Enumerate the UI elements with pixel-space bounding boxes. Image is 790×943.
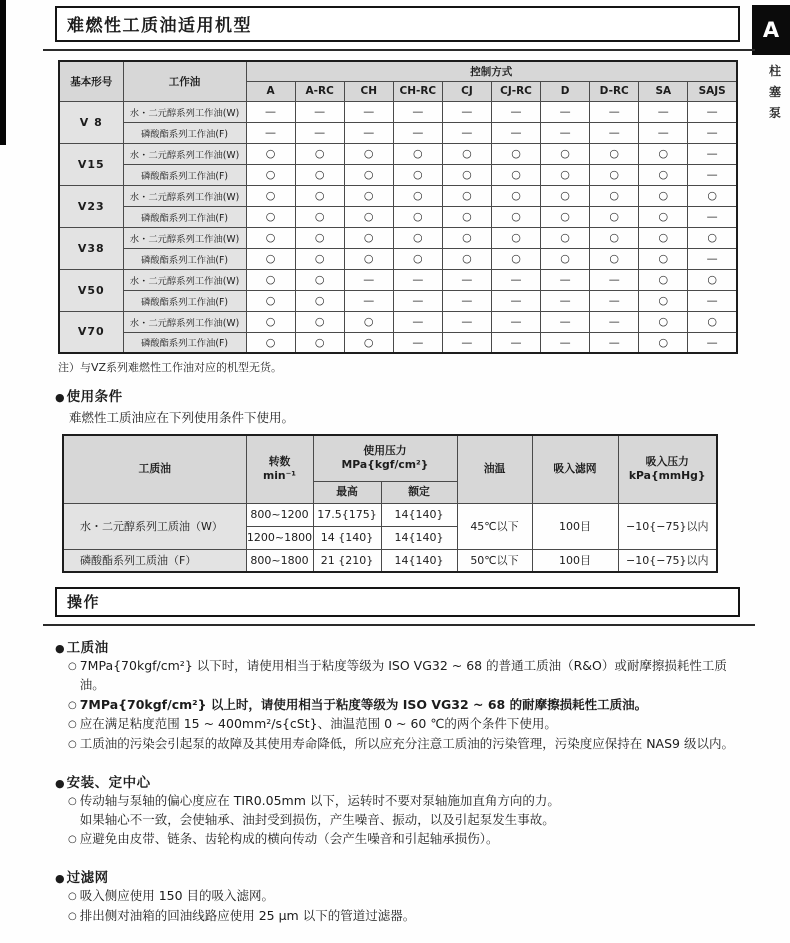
availability-cell: — xyxy=(246,101,295,122)
availability-cell: ○ xyxy=(344,164,393,185)
section-index-letter: A xyxy=(762,18,780,42)
list-item xyxy=(68,792,740,830)
item-line: 应在满足粘度范围 15 ~ 400mm²/s{cSt}、油温范围 0 ~ 60 ℃的两个条件下使用。 xyxy=(79,716,557,732)
oil-type-cell: 水・二元醇系列工作油(W) xyxy=(123,185,246,206)
pressure-header-label: 使用压力 xyxy=(363,443,407,457)
item-text xyxy=(80,715,740,734)
oil-type-cell: 水・二元醇系列工作油(W) xyxy=(123,143,246,164)
availability-cell: — xyxy=(541,311,590,332)
subsection-heading xyxy=(55,866,740,886)
operation-section-title: 操作 xyxy=(55,587,740,617)
availability-cell: ○ xyxy=(442,227,491,248)
availability-cell: ○ xyxy=(491,227,540,248)
operation-divider xyxy=(43,624,755,626)
availability-cell: ○ xyxy=(590,185,639,206)
availability-cell: ○ xyxy=(639,227,688,248)
availability-cell: ○ xyxy=(688,311,737,332)
oil-temp-cell: 45℃以下 xyxy=(457,503,532,549)
strainer-cell: 100目 xyxy=(532,503,618,549)
availability-cell: — xyxy=(393,269,442,290)
speed-cell: 800~1800 xyxy=(246,549,313,572)
availability-cell: — xyxy=(344,122,393,143)
availability-cell: ○ xyxy=(295,185,344,206)
availability-cell: — xyxy=(442,122,491,143)
model-cell: V15 xyxy=(59,143,123,185)
availability-cell: ○ xyxy=(246,290,295,311)
rated-pressure-cell: 14{140} xyxy=(381,549,457,572)
applicable-models-table xyxy=(58,60,738,354)
list-item xyxy=(68,735,740,754)
suction-pressure-cell: −10{−75}以内 xyxy=(618,503,717,549)
model-cell: V 8 xyxy=(59,101,123,143)
oil-type-cell: 水・二元醇系列工作油(W) xyxy=(123,311,246,332)
usage-conditions-heading xyxy=(55,385,740,405)
availability-cell: — xyxy=(688,248,737,269)
fluid-header: 工质油 xyxy=(63,435,246,503)
availability-cell: ○ xyxy=(246,206,295,227)
circle-bullet-icon: ○ xyxy=(68,719,77,731)
model-cell: V23 xyxy=(59,185,123,227)
item-line: 应避免由皮带、链条、齿轮构成的横向传动（会产生噪音和引起轴承损伤）。 xyxy=(79,831,499,847)
conditions-table-body xyxy=(63,503,717,572)
suction-header-label: 吸入压力 xyxy=(645,454,689,468)
availability-cell: — xyxy=(393,101,442,122)
availability-cell: — xyxy=(688,122,737,143)
item-text xyxy=(80,887,740,906)
operation-subsection xyxy=(55,866,740,926)
availability-cell: — xyxy=(246,122,295,143)
speed-cell: 1200~1800 xyxy=(246,526,313,549)
availability-cell: ○ xyxy=(246,332,295,353)
availability-cell: — xyxy=(639,122,688,143)
item-line: 工质油的污染会引起泵的故障及其使用寿命降低，所以应充分注意工质油的污染管理，污染度应保持在 NAS9 级以内。 xyxy=(79,736,734,751)
bullet-icon: ● xyxy=(55,776,65,790)
control-col-header: A-RC xyxy=(295,81,344,101)
availability-cell: — xyxy=(491,269,540,290)
availability-cell: — xyxy=(590,290,639,311)
control-col-header: D-RC xyxy=(590,81,639,101)
oil-type-cell: 磷酸酯系列工作油(F) xyxy=(123,248,246,269)
strainer-header: 吸入滤网 xyxy=(532,435,618,503)
fluid-cell: 磷酸酯系列工质油（F） xyxy=(63,549,246,572)
bullet-icon: ● xyxy=(55,872,65,885)
control-col-header: CJ xyxy=(442,81,491,101)
availability-cell: ○ xyxy=(541,248,590,269)
availability-cell: ○ xyxy=(344,227,393,248)
subsection-heading xyxy=(55,636,740,656)
availability-cell: — xyxy=(688,332,737,353)
availability-cell: ○ xyxy=(295,269,344,290)
model-cell: V70 xyxy=(59,311,123,353)
availability-cell: ○ xyxy=(491,206,540,227)
circle-bullet-icon: ○ xyxy=(68,795,77,807)
availability-cell: ○ xyxy=(344,143,393,164)
control-col-header: A xyxy=(246,81,295,101)
list-item xyxy=(68,907,740,926)
availability-cell: ○ xyxy=(442,143,491,164)
availability-cell: — xyxy=(442,311,491,332)
availability-cell: — xyxy=(541,269,590,290)
availability-cell: ○ xyxy=(295,248,344,269)
oil-type-cell: 磷酸酯系列工作油(F) xyxy=(123,206,246,227)
max-pressure-header: 最高 xyxy=(313,481,381,503)
item-text xyxy=(80,830,740,849)
availability-cell: — xyxy=(688,290,737,311)
availability-cell: — xyxy=(442,332,491,353)
availability-cell: ○ xyxy=(246,164,295,185)
strainer-cell: 100目 xyxy=(532,549,618,572)
availability-cell: ○ xyxy=(393,185,442,206)
oil-type-cell: 水・二元醇系列工作油(W) xyxy=(123,227,246,248)
availability-cell: ○ xyxy=(590,164,639,185)
item-line: 排出侧对油箱的回油线路应使用 25 μm 以下的管道过滤器。 xyxy=(79,907,416,923)
availability-cell: ○ xyxy=(344,332,393,353)
suction-pressure-header xyxy=(618,435,717,503)
availability-cell: ○ xyxy=(246,311,295,332)
fluid-cell: 水・二元醇系列工质油（W） xyxy=(63,503,246,549)
availability-cell: — xyxy=(344,101,393,122)
availability-cell: ○ xyxy=(246,143,295,164)
max-pressure-cell: 17.5{175} xyxy=(313,503,381,526)
availability-cell: ○ xyxy=(541,227,590,248)
item-line: 如果轴心不一致，会使轴承、油封受到损伤，产生噪音、振动，以及引起泵发生事故。 xyxy=(79,811,555,827)
availability-cell: — xyxy=(393,290,442,311)
oil-temp-header: 油温 xyxy=(457,435,532,503)
table-row xyxy=(59,185,737,206)
availability-cell: ○ xyxy=(344,206,393,227)
suction-header-unit: kPa{mmHg} xyxy=(628,469,706,483)
table-row xyxy=(59,311,737,332)
availability-cell: ○ xyxy=(246,248,295,269)
page-title: 难燃性工质油适用机型 xyxy=(55,6,740,42)
availability-cell: — xyxy=(590,122,639,143)
speed-cell: 800~1200 xyxy=(246,503,313,526)
availability-cell: ○ xyxy=(639,269,688,290)
bullet-icon: ● xyxy=(55,391,65,404)
availability-cell: ○ xyxy=(639,290,688,311)
table-row xyxy=(63,503,717,526)
availability-cell: — xyxy=(541,101,590,122)
item-line: 传动轴与泵轴的偏心度应在 TIR0.05mm 以下，运转时不要对泵轴施加直角方向的力。 xyxy=(79,792,560,808)
availability-cell: ○ xyxy=(393,143,442,164)
availability-cell: ○ xyxy=(295,164,344,185)
availability-cell: ○ xyxy=(590,227,639,248)
list-item xyxy=(68,696,740,715)
availability-cell: ○ xyxy=(541,164,590,185)
availability-cell: — xyxy=(590,332,639,353)
section-index-vertical-label xyxy=(769,62,781,121)
availability-cell: — xyxy=(295,101,344,122)
availability-cell: — xyxy=(590,269,639,290)
availability-cell: ○ xyxy=(344,185,393,206)
availability-cell: — xyxy=(344,290,393,311)
availability-cell: ○ xyxy=(246,269,295,290)
item-line: 7MPa{70kgf/cm²} 以上时，请使用相当于粘度等级为 ISO VG32 ~ 68 的耐摩擦损耗性工质油。 xyxy=(79,696,648,712)
item-line: 吸入侧应使用 150 目的吸入滤网。 xyxy=(79,888,275,903)
availability-cell: ○ xyxy=(639,143,688,164)
models-table-body xyxy=(59,101,737,353)
availability-cell: ○ xyxy=(393,164,442,185)
availability-cell: — xyxy=(491,311,540,332)
availability-cell: ○ xyxy=(688,269,737,290)
vertical-label-char: 柱 xyxy=(768,64,781,78)
availability-cell: ○ xyxy=(688,227,737,248)
availability-cell: — xyxy=(590,101,639,122)
table-row xyxy=(59,122,737,143)
list-item xyxy=(68,830,740,849)
subsection-title: 工质油 xyxy=(66,640,109,656)
usage-conditions-title: 使用条件 xyxy=(66,389,123,405)
availability-cell: ○ xyxy=(295,311,344,332)
rated-pressure-cell: 14{140} xyxy=(381,526,457,549)
circle-bullet-icon: ○ xyxy=(68,739,77,750)
availability-cell: ○ xyxy=(590,248,639,269)
control-col-header: CH-RC xyxy=(393,81,442,101)
availability-cell: — xyxy=(442,269,491,290)
usage-conditions-desc: 难燃性工质油应在下列使用条件下使用。 xyxy=(69,410,295,425)
table-note: 注）与VZ系列难燃性工作油对应的机型无货。 xyxy=(58,361,283,374)
table-row xyxy=(59,227,737,248)
max-pressure-cell: 21 {210} xyxy=(313,549,381,572)
availability-cell: ○ xyxy=(344,311,393,332)
oil-type-cell: 水・二元醇系列工作油(W) xyxy=(123,269,246,290)
control-col-header: SAJS xyxy=(688,81,737,101)
table-row xyxy=(59,206,737,227)
availability-cell: ○ xyxy=(639,332,688,353)
availability-cell: — xyxy=(491,122,540,143)
item-text xyxy=(80,907,740,926)
table-row xyxy=(59,164,737,185)
availability-cell: — xyxy=(393,332,442,353)
availability-cell: — xyxy=(442,101,491,122)
availability-cell: — xyxy=(295,122,344,143)
circle-bullet-icon: ○ xyxy=(68,661,77,672)
operation-sections xyxy=(55,636,740,926)
vertical-label-char: 泵 xyxy=(768,106,781,120)
max-pressure-cell: 14 {140} xyxy=(313,526,381,549)
speed-header-unit: min⁻¹ xyxy=(262,469,297,483)
availability-cell: — xyxy=(688,164,737,185)
availability-cell: ○ xyxy=(295,290,344,311)
scan-artifact-strip xyxy=(0,0,6,145)
table-row xyxy=(59,101,737,122)
control-col-header: SA xyxy=(639,81,688,101)
availability-cell: — xyxy=(393,311,442,332)
table-row xyxy=(59,143,737,164)
availability-cell: ○ xyxy=(393,248,442,269)
availability-cell: — xyxy=(541,290,590,311)
table-row xyxy=(59,290,737,311)
page-content xyxy=(55,6,740,943)
oil-type-cell: 磷酸酯系列工作油(F) xyxy=(123,290,246,311)
list-item xyxy=(68,715,740,734)
working-oil-header: 工作油 xyxy=(123,61,246,101)
pressure-header xyxy=(313,435,457,481)
availability-cell: ○ xyxy=(295,143,344,164)
circle-bullet-icon: ○ xyxy=(68,699,77,711)
oil-type-cell: 水・二元醇系列工作油(W) xyxy=(123,101,246,122)
availability-cell: ○ xyxy=(344,248,393,269)
item-text xyxy=(80,657,740,695)
rated-pressure-header: 额定 xyxy=(381,481,457,503)
oil-type-cell: 磷酸酯系列工作油(F) xyxy=(123,164,246,185)
availability-cell: ○ xyxy=(639,311,688,332)
model-cell: V50 xyxy=(59,269,123,311)
availability-cell: ○ xyxy=(442,185,491,206)
suction-pressure-cell: −10{−75}以内 xyxy=(618,549,717,572)
speed-header xyxy=(246,435,313,503)
availability-cell: ○ xyxy=(590,206,639,227)
availability-cell: — xyxy=(590,311,639,332)
availability-cell: ○ xyxy=(393,227,442,248)
availability-cell: ○ xyxy=(393,206,442,227)
availability-cell: — xyxy=(688,143,737,164)
availability-cell: ○ xyxy=(246,227,295,248)
availability-cell: ○ xyxy=(639,206,688,227)
table-row xyxy=(59,248,737,269)
availability-cell: — xyxy=(344,269,393,290)
pressure-header-unit: MPa{kgf/cm²} xyxy=(341,458,429,472)
availability-cell: ○ xyxy=(541,185,590,206)
availability-cell: ○ xyxy=(295,206,344,227)
table-header-row xyxy=(59,61,737,81)
circle-bullet-icon: ○ xyxy=(68,910,77,922)
table-row xyxy=(63,549,717,572)
availability-cell: ○ xyxy=(295,332,344,353)
section-index-tab xyxy=(752,5,790,55)
oil-type-cell: 磷酸酯系列工作油(F) xyxy=(123,122,246,143)
availability-cell: ○ xyxy=(491,164,540,185)
oil-type-cell: 磷酸酯系列工作油(F) xyxy=(123,332,246,353)
availability-cell: ○ xyxy=(639,185,688,206)
operation-subsection xyxy=(55,636,740,754)
vertical-label-char: 塞 xyxy=(768,85,781,99)
title-divider xyxy=(43,49,755,51)
control-col-header: D xyxy=(541,81,590,101)
circle-bullet-icon: ○ xyxy=(68,834,77,846)
table-header-row xyxy=(63,435,717,481)
circle-bullet-icon: ○ xyxy=(68,891,77,902)
table-row xyxy=(59,269,737,290)
availability-cell: — xyxy=(491,290,540,311)
availability-cell: ○ xyxy=(541,143,590,164)
availability-cell: ○ xyxy=(442,206,491,227)
control-col-header: CJ-RC xyxy=(491,81,540,101)
availability-cell: ○ xyxy=(541,206,590,227)
availability-cell: — xyxy=(491,101,540,122)
basic-model-header: 基本形号 xyxy=(59,61,123,101)
availability-cell: ○ xyxy=(639,164,688,185)
availability-cell: — xyxy=(688,101,737,122)
availability-cell: ○ xyxy=(442,248,491,269)
item-line: 7MPa{70kgf/cm²} 以下时，请使用相当于粘度等级为 ISO VG32 ~ 68 的普通工质油（R&O）或耐摩擦损耗性工质油。 xyxy=(79,658,727,692)
item-text xyxy=(80,696,740,715)
availability-cell: ○ xyxy=(491,143,540,164)
availability-cell: — xyxy=(442,290,491,311)
table-row xyxy=(59,332,737,353)
availability-cell: — xyxy=(639,101,688,122)
oil-temp-cell: 50℃以下 xyxy=(457,549,532,572)
availability-cell: ○ xyxy=(590,143,639,164)
control-method-header: 控制方式 xyxy=(246,61,737,81)
list-item xyxy=(68,887,740,906)
list-item xyxy=(68,657,740,695)
subsection-title: 过滤网 xyxy=(66,870,109,886)
item-text xyxy=(80,792,740,830)
model-cell: V38 xyxy=(59,227,123,269)
availability-cell: ○ xyxy=(295,227,344,248)
bullet-icon: ● xyxy=(55,642,65,655)
availability-cell: ○ xyxy=(246,185,295,206)
item-text xyxy=(80,735,740,754)
availability-cell: — xyxy=(491,332,540,353)
speed-header-label: 转数 xyxy=(268,454,291,468)
availability-cell: ○ xyxy=(491,248,540,269)
availability-cell: — xyxy=(393,122,442,143)
availability-cell: ○ xyxy=(639,248,688,269)
availability-cell: — xyxy=(541,122,590,143)
subsection-title: 安装、定中心 xyxy=(66,774,151,791)
operation-subsection xyxy=(55,771,740,849)
availability-cell: ○ xyxy=(491,185,540,206)
availability-cell: — xyxy=(688,206,737,227)
availability-cell: ○ xyxy=(442,164,491,185)
control-col-header: CH xyxy=(344,81,393,101)
rated-pressure-cell: 14{140} xyxy=(381,503,457,526)
availability-cell: ○ xyxy=(688,185,737,206)
subsection-heading xyxy=(55,771,740,791)
availability-cell: — xyxy=(541,332,590,353)
usage-conditions-table xyxy=(62,434,718,573)
